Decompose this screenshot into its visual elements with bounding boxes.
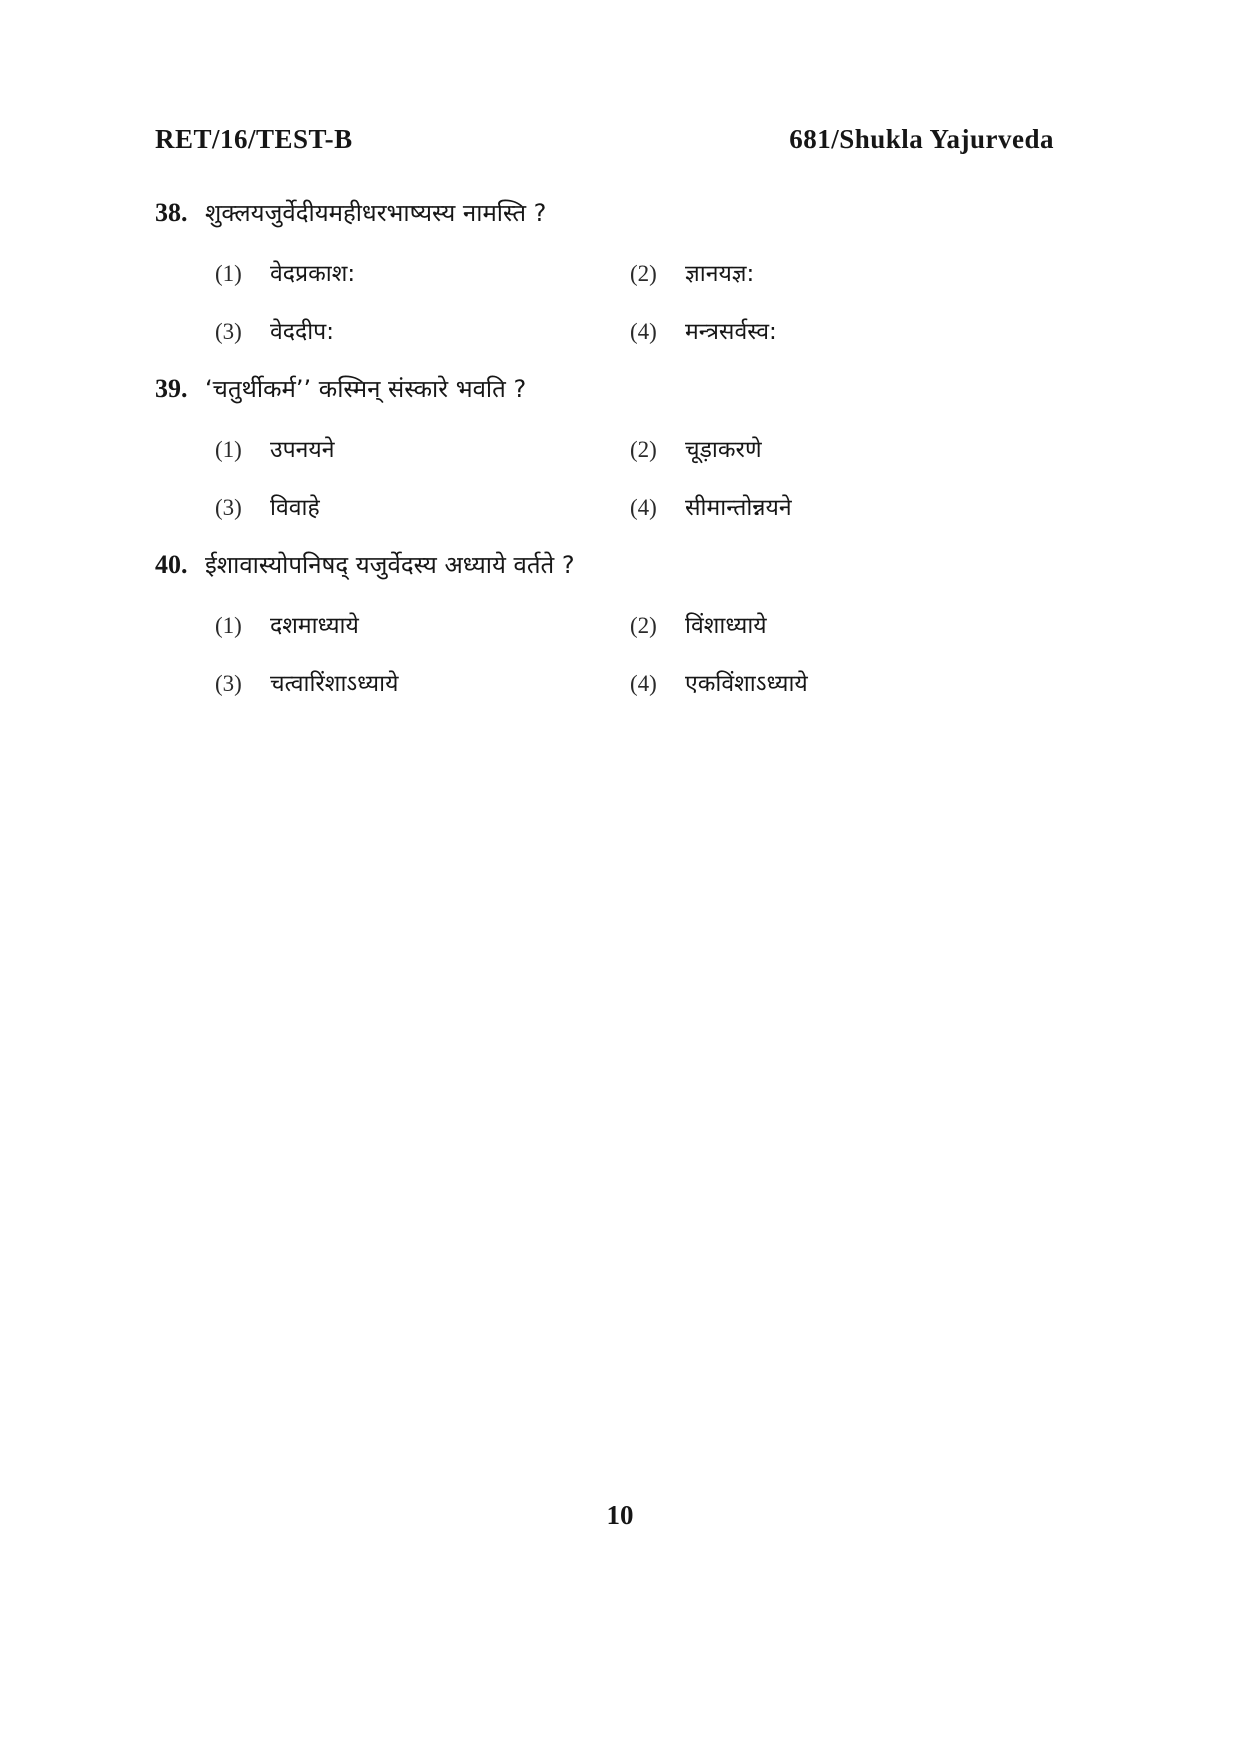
option-text: चत्वारिंशाऽध्याये: [270, 671, 399, 697]
question-40: [155, 548, 1055, 702]
option-number: (1): [215, 613, 242, 638]
option-1: [215, 608, 630, 644]
option-text: उपनयने: [270, 437, 335, 463]
header-test-code: RET/16/TEST-B: [155, 124, 353, 154]
option-4: [630, 314, 930, 350]
page-number: 10: [606, 1500, 634, 1530]
option-2: [630, 256, 930, 292]
option-2: [630, 608, 930, 644]
option-number: (3): [215, 671, 242, 696]
option-text: विवाहे: [270, 495, 320, 521]
question-number: 40.: [155, 550, 188, 579]
option-text: ज्ञानयज्ञ:: [685, 261, 755, 287]
option-4: [630, 666, 930, 702]
option-number: (2): [630, 613, 657, 638]
option-number: (1): [215, 437, 242, 462]
option-number: (3): [215, 319, 242, 344]
question-line: [155, 548, 1055, 592]
option-number: (4): [630, 319, 657, 344]
question-39: [155, 372, 1055, 526]
question-line: [155, 372, 1055, 416]
option-1: [215, 432, 630, 468]
option-number: (2): [630, 261, 657, 286]
option-3: [215, 666, 630, 702]
question-text: ईशावास्योपनिषद् यजुर्वेदस्य अध्याये वर्तते ?: [205, 551, 575, 579]
option-text: चूड़ाकरणे: [685, 437, 762, 463]
option-4: [630, 490, 930, 526]
options-grid: [215, 608, 1055, 702]
option-3: [215, 490, 630, 526]
question-number: 38.: [155, 198, 188, 227]
question-text: शुक्लयजुर्वेदीयमहीधरभाष्यस्य नामस्ति ?: [205, 199, 547, 227]
header-subject-code: 681/Shukla Yajurveda: [789, 124, 1054, 154]
option-2: [630, 432, 930, 468]
option-number: (4): [630, 495, 657, 520]
question-text: ‘चतुर्थीकर्म’’ कस्मिन् संस्कारे भवति ?: [205, 375, 527, 403]
option-3: [215, 314, 630, 350]
options-grid: [215, 256, 1055, 350]
option-text: सीमान्तोन्नयने: [685, 495, 792, 521]
option-1: [215, 256, 630, 292]
question-number: 39.: [155, 374, 188, 403]
option-number: (1): [215, 261, 242, 286]
question-38: [155, 196, 1055, 350]
option-text: मन्त्रसर्वस्व:: [685, 319, 777, 345]
option-text: एकविंशाऽध्याये: [685, 671, 808, 697]
question-line: [155, 196, 1055, 240]
option-text: वेदप्रकाश:: [270, 261, 356, 287]
option-text: दशमाध्याये: [270, 613, 359, 639]
option-text: विंशाध्याये: [685, 613, 767, 639]
option-number: (4): [630, 671, 657, 696]
option-number: (3): [215, 495, 242, 520]
options-grid: [215, 432, 1055, 526]
option-text: वेददीप:: [270, 319, 334, 345]
option-number: (2): [630, 437, 657, 462]
